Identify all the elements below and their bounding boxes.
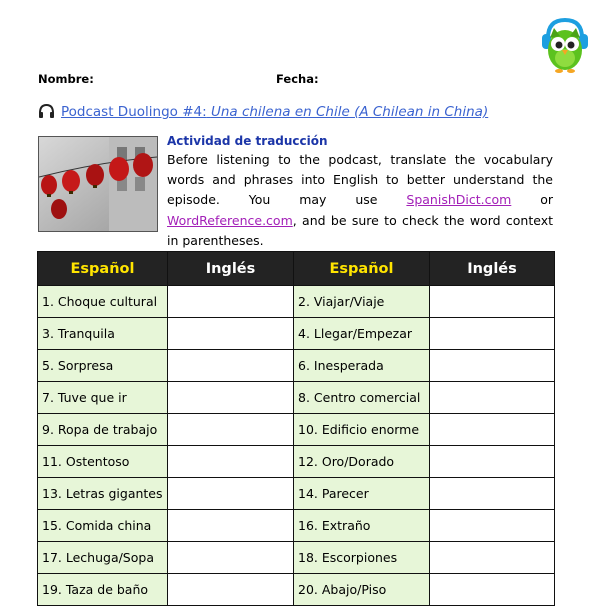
headphones-icon <box>38 103 55 119</box>
english-answer-cell[interactable] <box>430 350 555 382</box>
spanish-term: 3. Tranquila <box>38 318 168 350</box>
activity-section <box>167 134 553 251</box>
english-answer-cell[interactable] <box>168 446 294 478</box>
name-label: Nombre: <box>38 72 94 86</box>
spanish-term: 6. Inesperada <box>294 350 430 382</box>
english-answer-cell[interactable] <box>430 542 555 574</box>
spanish-term: 15. Comida china <box>38 510 168 542</box>
table-header-row <box>38 252 555 286</box>
spanish-term: 7. Tuve que ir <box>38 382 168 414</box>
activity-instructions <box>167 150 553 251</box>
spanish-term: 1. Choque cultural <box>38 286 168 318</box>
table-row <box>38 286 555 318</box>
english-answer-cell[interactable] <box>168 574 294 606</box>
lanterns-photo <box>38 136 158 232</box>
english-answer-cell[interactable] <box>430 574 555 606</box>
english-answer-cell[interactable] <box>168 318 294 350</box>
english-answer-cell[interactable] <box>168 414 294 446</box>
instructions-part: or <box>511 192 554 208</box>
english-answer-cell[interactable] <box>430 478 555 510</box>
instructions-part: Before listening to the podcast, translate the vocabulary words and phrases into English to better understand the episode. You may use <box>167 152 553 208</box>
spanish-term: 11. Ostentoso <box>38 446 168 478</box>
activity-title: Actividad de traducción <box>167 134 328 148</box>
table-row <box>38 542 555 574</box>
spanish-term: 16. Extraño <box>294 510 430 542</box>
podcast-title: Podcast Duolingo #4: <box>61 104 207 120</box>
spanishdict-link[interactable]: SpanishDict.com <box>406 192 512 208</box>
duolingo-owl-icon <box>536 14 594 74</box>
spanish-term: 19. Taza de baño <box>38 574 168 606</box>
table-row <box>38 574 555 606</box>
spanish-term: 17. Lechuga/Sopa <box>38 542 168 574</box>
podcast-link[interactable] <box>61 104 488 120</box>
spanish-term: 8. Centro comercial <box>294 382 430 414</box>
column-header-spanish: Español <box>294 252 430 286</box>
english-answer-cell[interactable] <box>430 318 555 350</box>
table-row <box>38 446 555 478</box>
spanish-term: 14. Parecer <box>294 478 430 510</box>
podcast-heading <box>38 103 488 120</box>
english-answer-cell[interactable] <box>430 446 555 478</box>
column-header-spanish: Español <box>38 252 168 286</box>
english-answer-cell[interactable] <box>168 350 294 382</box>
english-answer-cell[interactable] <box>168 542 294 574</box>
table-row <box>38 350 555 382</box>
spanish-term: 5. Sorpresa <box>38 350 168 382</box>
vocabulary-table <box>37 251 555 606</box>
podcast-subtitle: Una chilena en Chile (A Chilean in China) <box>210 104 489 120</box>
table-row <box>38 414 555 446</box>
spanish-term: 4. Llegar/Empezar <box>294 318 430 350</box>
english-answer-cell[interactable] <box>430 382 555 414</box>
wordreference-link[interactable]: WordReference.com <box>167 212 293 228</box>
english-answer-cell[interactable] <box>168 478 294 510</box>
english-answer-cell[interactable] <box>168 286 294 318</box>
column-header-english: Inglés <box>168 252 294 286</box>
table-row <box>38 478 555 510</box>
instructions-part: , and be sure to check the word context in parentheses. <box>167 212 553 248</box>
spanish-term: 10. Edificio enorme <box>294 414 430 446</box>
date-label: Fecha: <box>276 72 319 86</box>
english-answer-cell[interactable] <box>430 286 555 318</box>
english-answer-cell[interactable] <box>430 510 555 542</box>
spanish-term: 20. Abajo/Piso <box>294 574 430 606</box>
english-answer-cell[interactable] <box>168 510 294 542</box>
spanish-term: 13. Letras gigantes <box>38 478 168 510</box>
table-row <box>38 318 555 350</box>
spanish-term: 2. Viajar/Viaje <box>294 286 430 318</box>
english-answer-cell[interactable] <box>430 414 555 446</box>
english-answer-cell[interactable] <box>168 382 294 414</box>
spanish-term: 18. Escorpiones <box>294 542 430 574</box>
table-row <box>38 510 555 542</box>
spanish-term: 12. Oro/Dorado <box>294 446 430 478</box>
spanish-term: 9. Ropa de trabajo <box>38 414 168 446</box>
table-row <box>38 382 555 414</box>
column-header-english: Inglés <box>430 252 555 286</box>
